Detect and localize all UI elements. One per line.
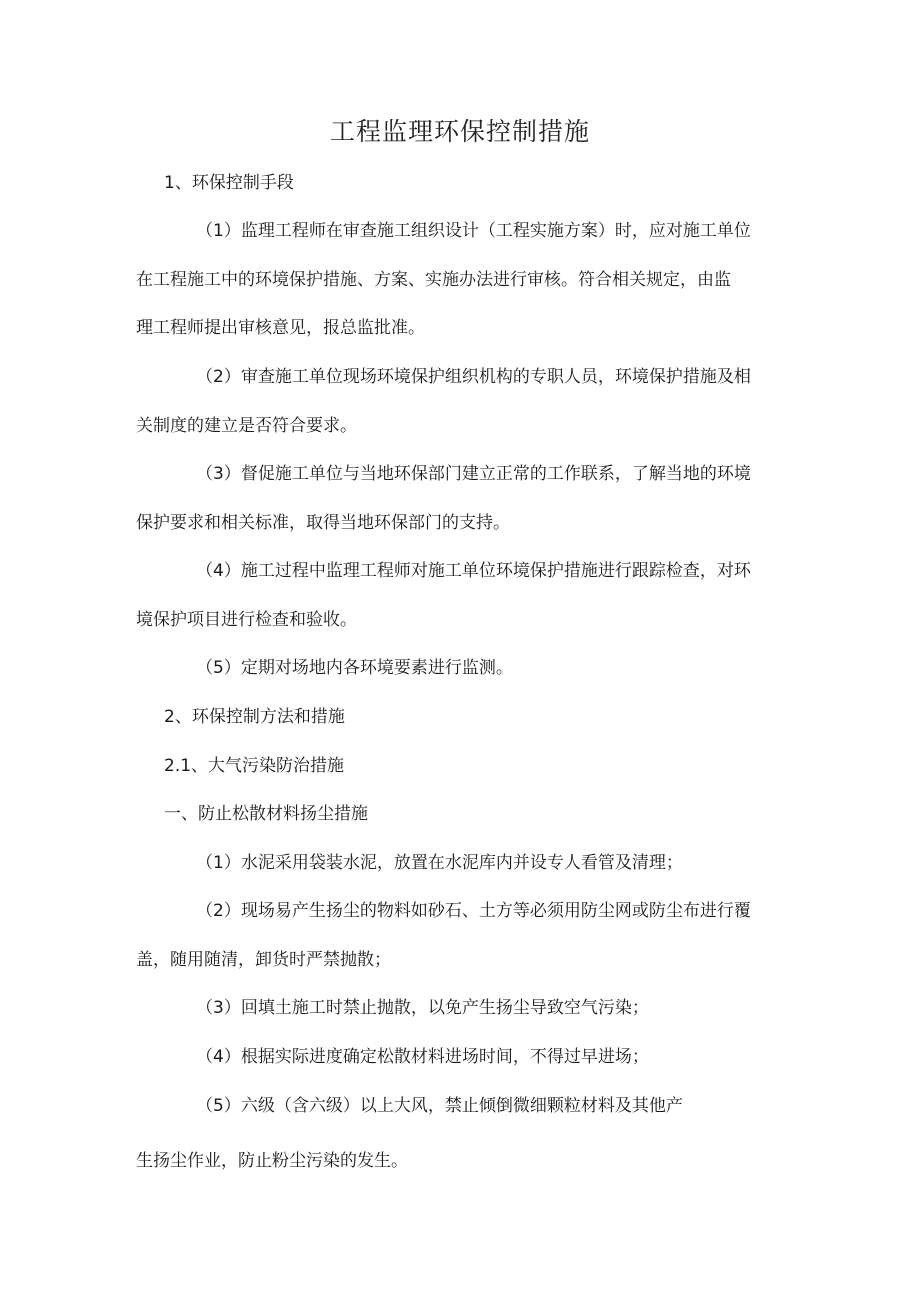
- subsection-heading: 一、防止松散材料扬尘措施: [164, 804, 368, 824]
- paragraph-line: （1）水泥采用袋装水泥，放置在水泥库内并设专人看管及清理；: [196, 853, 683, 873]
- paragraph-line: （4）根据实际进度确定松散材料进场时间，不得过早进场；: [196, 1047, 649, 1067]
- subsection-heading: 2.1、大气污染防治措施: [164, 756, 345, 776]
- paragraph-line: 盖，随用随清，卸货时严禁抛散；: [136, 950, 391, 970]
- paragraph-line: （3）督促施工单位与当地环保部门建立正常的工作联系，了解当地的环境: [196, 464, 751, 484]
- paragraph-line: 生扬尘作业，防止粉尘污染的发生。: [136, 1151, 408, 1171]
- paragraph-line: （5）定期对场地内各环境要素进行监测。: [196, 658, 513, 678]
- paragraph-line: 保护要求和相关标准，取得当地环保部门的支持。: [136, 513, 510, 533]
- paragraph-line: （4）施工过程中监理工程师对施工单位环境保护措施进行跟踪检查，对环: [196, 561, 751, 581]
- paragraph-line: （2）审查施工单位现场环境保护组织机构的专职人员，环境保护措施及相: [196, 367, 751, 387]
- section-heading: 1、环保控制手段: [164, 173, 294, 193]
- section-heading: 2、环保控制方法和措施: [164, 707, 345, 727]
- paragraph-line: （2）现场易产生扬尘的物料如砂石、土方等必须用防尘网或防尘布进行覆: [196, 901, 751, 921]
- paragraph-line: 在工程施工中的环境保护措施、方案、实施办法进行审核。符合相关规定，由监: [136, 270, 731, 290]
- paragraph-line: （1）监理工程师在审查施工组织设计（工程实施方案）时，应对施工单位: [196, 221, 751, 241]
- paragraph-line: （5）六级（含六级）以上大风，禁止倾倒微细颗粒材料及其他产: [196, 1096, 683, 1116]
- document-title: 工程监理环保控制措施: [329, 117, 590, 146]
- paragraph-line: 关制度的建立是否符合要求。: [136, 416, 357, 436]
- paragraph-line: 理工程师提出审核意见，报总监批准。: [136, 318, 425, 338]
- paragraph-line: （3）回填土施工时禁止抛散，以免产生扬尘导致空气污染；: [196, 998, 649, 1018]
- paragraph-line: 境保护项目进行检查和验收。: [136, 610, 357, 630]
